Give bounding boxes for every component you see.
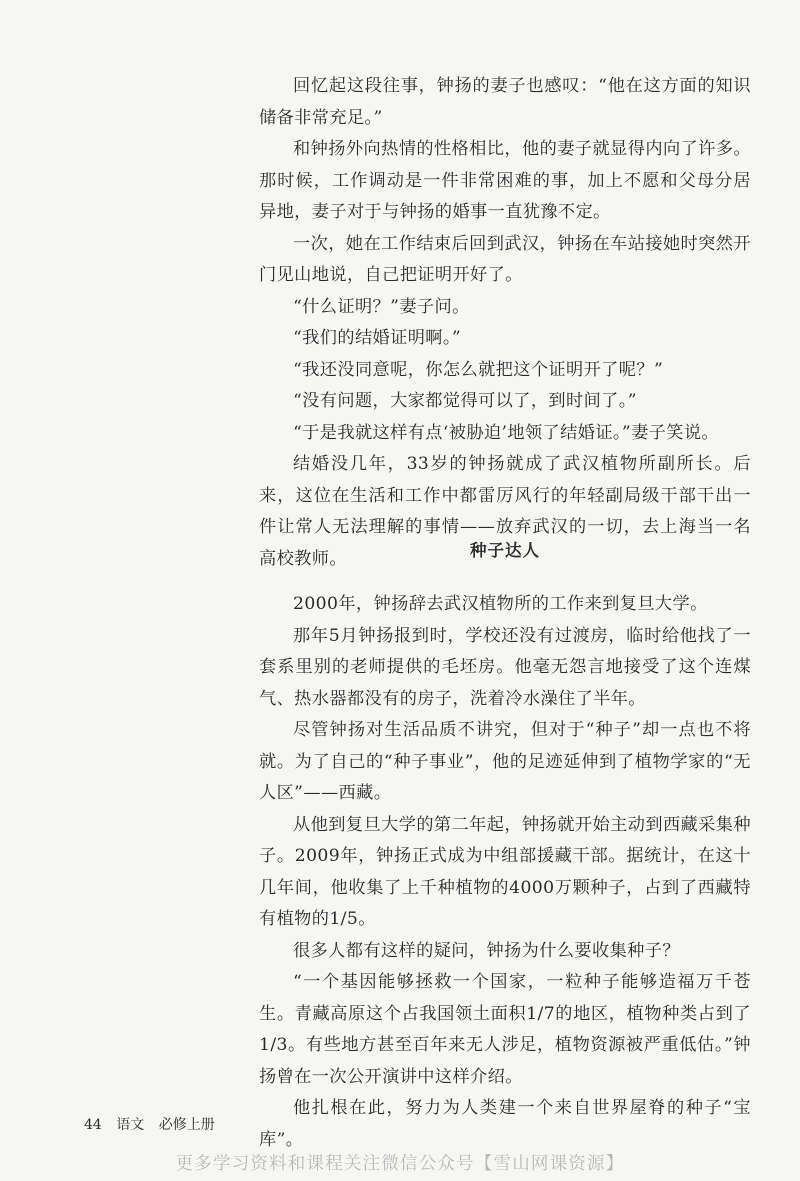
section-heading: 种子达人 (470, 541, 540, 560)
section-body-1 (259, 71, 751, 575)
paragraph: 很多人都有这样的疑问，钟扬为什么要收集种子？ (293, 940, 680, 961)
paragraph: “没有问题，大家都觉得可以了，到时间了。” (293, 391, 637, 411)
paragraph: “于是我就这样有点‘被胁迫’地领了结婚证。”妻子笑说。 (293, 422, 720, 443)
paragraph: 回忆起这段往事，钟扬的妻子也感叹：“他在这方面的知识储备非常充足。” (259, 76, 751, 128)
paragraph: “我还没同意呢，你怎么就把这个证明开了呢？” (293, 359, 664, 380)
paragraph: 和钟扬外向热情的性格相比，他的妻子就显得内向了许多。那时候，工作调动是一件非常困难的事，加上不愿和父母分居异地，妻子对于与钟扬的婚事一直犹豫不定。 (259, 139, 751, 222)
page-footer (84, 1114, 225, 1134)
paragraph: 结婚没几年，33岁的钟扬就成了武汉植物所副所长。后来，这位在生活和工作中都雷厉风行的年轻副局级干部干出一件让常人无法理解的事情——放弃武汉的一切，去上海当一名高校教师。 (259, 454, 751, 569)
paragraph: “我们的结婚证明啊。” (293, 328, 462, 348)
page-number: 44 (84, 1117, 102, 1133)
subject-label: 语文 (116, 1117, 145, 1133)
paragraph: 一次，她在工作结束后回到武汉，钟扬在车站接她时突然开门见山地说，自己把证明开好了。 (259, 233, 751, 285)
paragraph: 他扎根在此，努力为人类建一个来自世界屋脊的种子“宝库”。 (259, 1098, 751, 1150)
paragraph: “一个基因能够拯救一个国家，一粒种子能够造福万千苍生。青藏高原这个占我国领土面积1/7的地区，植物种类占到了1/3。有些地方甚至百年来无人涉足，植物资源被严重低估。”钟扬曾在一次公开演讲中这样介绍。 (259, 972, 751, 1087)
paragraph: 那年5月钟扬报到时，学校还没有过渡房，临时给他找了一套系里别的老师提供的毛坯房。他毫无怨言地接受了这个连煤气、热水器都没有的房子，洗着冷水澡住了半年。 (259, 625, 751, 709)
paragraph: “什么证明？”妻子问。 (293, 296, 470, 317)
paragraph: 从他到复旦大学的第二年起，钟扬就开始主动到西藏采集种子。2009年，钟扬正式成为中组部援藏干部。据统计，在这十几年间，他收集了上千种植物的4000万颗种子，占到了西藏特有植物的1/5。 (259, 814, 751, 929)
section-body-2 (259, 589, 751, 1156)
paragraph: 2000年，钟扬辞去武汉植物所的工作来到复旦大学。 (293, 594, 708, 614)
volume-label: 必修上册 (158, 1117, 215, 1133)
watermark-text: 更多学习资料和课程关注微信公众号【雪山网课资源】 (175, 1154, 625, 1174)
paragraph: 尽管钟扬对生活品质不讲究，但对于“种子”却一点也不将就。为了自己的“种子事业”，他的足迹延伸到了植物学家的“无人区”——西藏。 (259, 720, 751, 803)
